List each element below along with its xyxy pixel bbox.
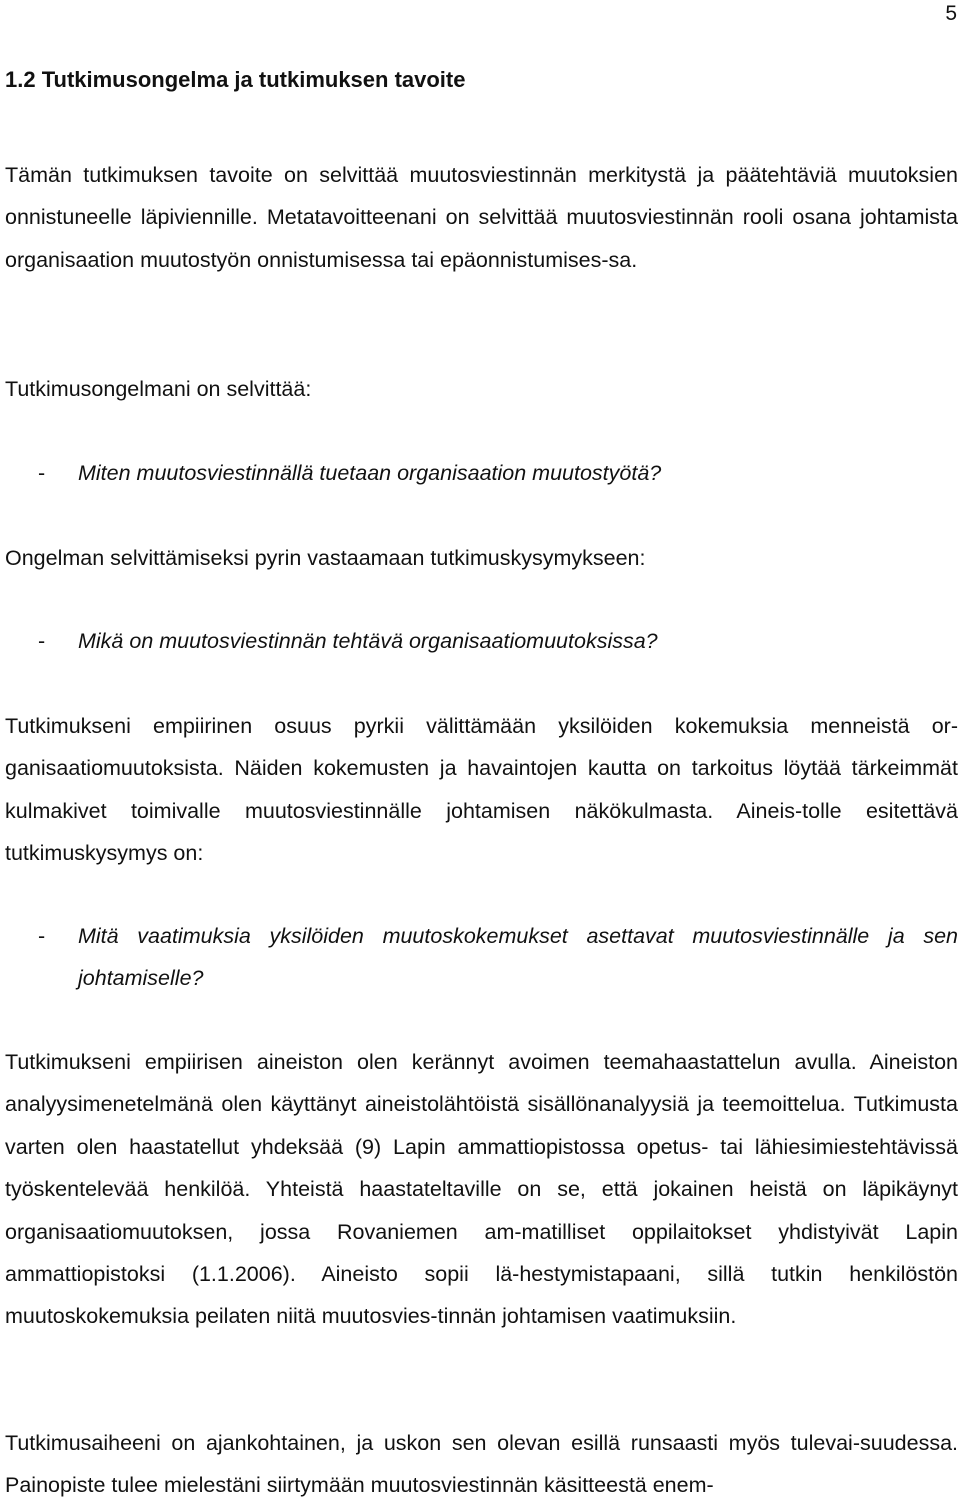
paragraph-method: Tutkimukseni empiirisen aineiston olen kerännyt avoimen teemahaastattelun avulla. Aineiston analyysimenetelmänä olen käyttänyt aineistolähtöistä sisällönanalyysiä ja teemoittelua. Tutkimusta varten olen haastatellut yhdeksää (9) Lapin ammattiopistossa opetus- tai lähiesimiestehtävissä työskentelevää henkilöä. Yhteistä haastateltaville on se, että jokainen heistä on läpikäynyt organisaatiomuutoksen, jossa Rovaniemen am-matilliset oppilaitokset yhdistyivät Lapin ammattiopistoksi (1.1.2006). Aineisto sopii lä-hestymistapaani, sillä tutkin henkilöstön muutoskokemuksia peilaten niitä muutosvies-tinnän johtamisen vaatimuksiin.	[5, 1050, 958, 1329]
list-dash: -	[38, 629, 46, 653]
research-question-1-text: Miten muutosviestinnällä tuetaan organisaation muutostyötä?	[78, 461, 662, 485]
research-question-2	[5, 620, 958, 662]
list-dash: -	[38, 461, 46, 485]
research-question-3	[5, 915, 958, 1000]
paragraph-research-goal: Tämän tutkimuksen tavoite on selvittää muutosviestinnän merkitystä ja päätehtäviä muutoksien onnistuneelle läpiviennille. Metatavoitteenani on selvittää muutosviestinnän rooli osana johtamista organisaation muutostyön onnistumisessa tai epäonnistumises-sa.	[5, 163, 958, 272]
paragraph-research-problem-intro: Tutkimusongelmani on selvittää:	[5, 377, 312, 401]
paragraph-topicality: Tutkimusaiheeni on ajankohtainen, ja uskon sen olevan esillä runsaasti myös tulevai-suudessa. Painopiste tulee mielestäni siirtymään muutosviestinnän käsitteestä enem-	[5, 1431, 958, 1498]
page-number: 5	[945, 2, 957, 25]
list-dash: -	[38, 924, 46, 948]
research-question-1	[5, 452, 958, 494]
paragraph-empirical-part: Tutkimukseni empiirinen osuus pyrkii välittämään yksilöiden kokemuksia menneistä or-ganisaatiomuutoksista. Näiden kokemusten ja havaintojen kautta on tarkoitus löytää tärkeimmät kulmakivet toimivalle muutosviestinnälle johtamisen näkökulmasta. Aineis-tolle esitettävä tutkimuskysymys on:	[5, 714, 958, 866]
paragraph-research-question-intro: Ongelman selvittämiseksi pyrin vastaamaan tutkimuskysymykseen:	[5, 546, 646, 570]
research-question-2-text: Mikä on muutosviestinnän tehtävä organisaatiomuutoksissa?	[78, 629, 658, 653]
research-question-3-text: Mitä vaatimuksia yksilöiden muutoskokemukset asettavat muutosviestinnälle ja sen johtamiselle?	[78, 924, 958, 991]
section-heading: 1.2 Tutkimusongelma ja tutkimuksen tavoite	[5, 67, 466, 92]
